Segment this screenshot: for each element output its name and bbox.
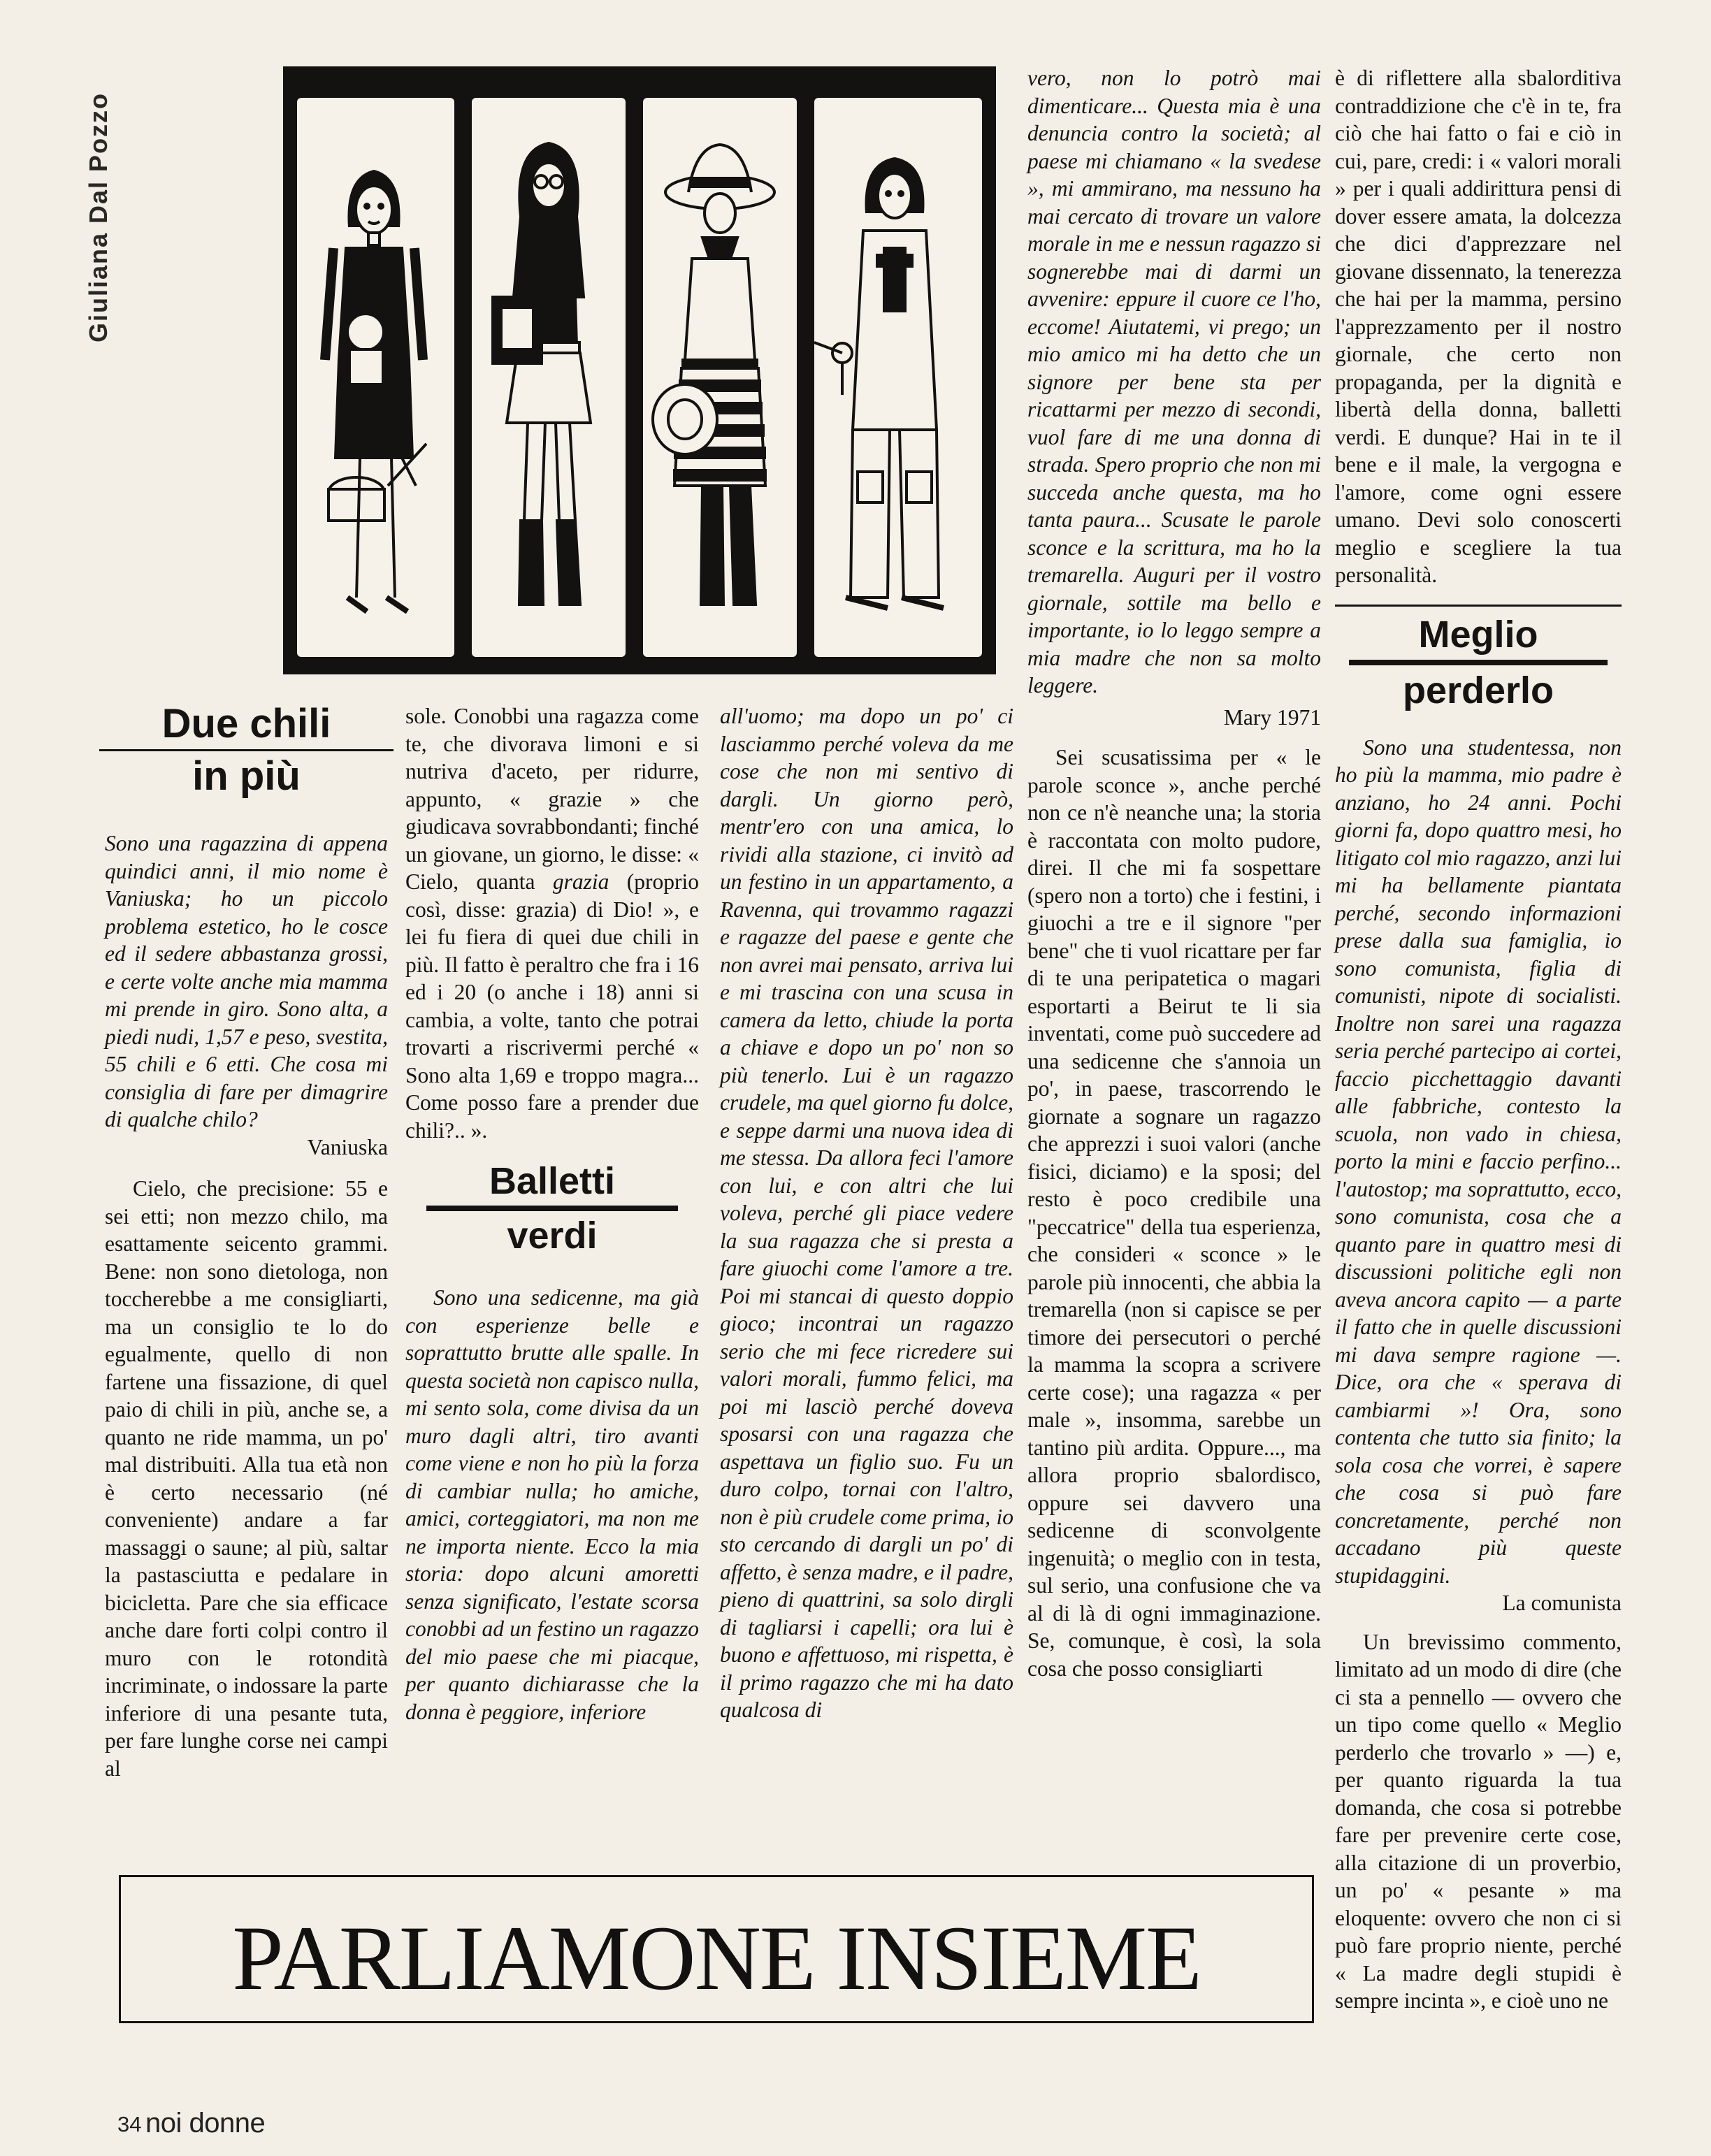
four-women-illustration-icon [283, 66, 996, 674]
headline-line-2: in più [192, 753, 301, 799]
column-4 [1027, 64, 1321, 1682]
headline-line-2: perderlo [1402, 669, 1554, 711]
reply-due-chili-2-b: (proprio così, disse: grazia) di Dio! », e lei fu fiera di quei due chili in più. Il fatto è peraltro che fra i 16 ed i 20 (o anche i 18) anni si cambia, a volte, tanto che potrai trovarti a riscrivermi perché « Sono alta 1,69 e troppo magra... Come posso fare a prender due chili?.. ». [405, 869, 699, 1143]
letter-mary-1: Sono una sedicenne, ma già con esperienze belle e soprattutto brutte alle spalle. In questa società non capisco nulla, mi sento sola, come divisa da un muro dagli altri, tiro avanti come viene e non ho più la forza di cambiar nulla; ho amiche, amici, corteggiatori, ma non me ne importa niente. Ecco la mia storia: dopo alcuni amoretti senza significato, l'estate scorsa conobbi ad un festino un ragazzo del mio paese che mi piacque, per quanto dichiarasse che la donna è peggiore, inferiore [405, 1285, 699, 1724]
headline-line-1: Due chili [161, 701, 331, 746]
letter-mary-3: vero, non lo potrò mai dimenticare... Questa mia è una denuncia contro la società; al paese mi chiamano « la svedese », mi ammirano, ma nessuno ha mai cercato di trovare un valore morale in me e nessun ragazzo si sognerebbe mai di darmi un avvenire: eppure il cuore ce l'ho, eccome! Aiutatemi, vi prego; un mio amico mi ha detto che un signore per bene sta per ricattarmi per mezzo di secondi, vuol fare di me una donna di strada. Spero proprio che non mi succeda anche questa, ma ho tanta paura... Scusate le parole sconce e la scrittura, ma ho la tremarella. Auguri per il vostro giornale, sottile ma bello e importante, io lo leggo sempre a mia madre che non sa molto leggere. [1027, 66, 1321, 697]
reply-due-chili-2-a: sole. Conobbi una ragazza come te, che divorava limoni e si nutriva d'aceto, per ridurre, appunto, « grazie » che giudicava sovrabbondanti; finché un giovane, un giorno, le disse: « Cielo, quanta [405, 704, 699, 894]
page-number: 34 [117, 2112, 142, 2136]
reply-meglio-perderlo: Un brevissimo commento, limitato ad un modo di dire (che ci sta a pennello — ovvero che un tipo come quello « Meglio perderlo che trovarlo » —) e, per quanto riguarda la tua domanda, che cosa si potrebbe fare per prevenire certe cose, alla citazione di un proverbio, un po' « pesante » ma eloquente: ovvero che non ci si può fare proprio niente, perché « La madre degli stupidi è sempre incinta », e cioè uno ne [1335, 1629, 1622, 2013]
headline-divider [426, 1206, 678, 1211]
letter-comunista: Sono una studentessa, non ho più la mamma, mio padre è anziano, ho 24 anni. Pochi giorni fa, dopo quattro mesi, ho litigato col mio ragazzo, anzi lui mi ha bellamente piantata perché, secondo informazioni prese dalla sua famiglia, io sono comunista, figlia di comunisti, nipote di socialisti. Inoltre non sarei una ragazza seria perché partecipo ai cortei, faccio picchettaggio davanti alle fabbriche, contesto la scuola, non vado in chiesa, porto la mini e faccio perfino... l'autostop; ma soprattutto, ecco, sono comunista, cosa che a quanto pare in quattro mesi di discussioni politiche egli non aveva ancora capito — a parte il fatto che in quelle discussioni mi dava sempre ragione —. Dice, ora che « sperava di cambiarmi »! Ora, sono contenta che tutto sia finito; la sola cosa che vorrei, è sapere che cosa si può fare concretamente, perché non accadano più queste stupidaggini. [1335, 735, 1622, 1588]
author-name: Giuliana Dal Pozzo [84, 92, 113, 342]
reply-due-chili-1: Cielo, che precisione: 55 e sei etti; non mezzo chilo, ma esattamente seicento grammi. Bene: non sono dietologa, non toccherebbe a me consigliarti, ma un consiglio te lo do egualmente, quello di non fartene una fissazione, di quel paio di chili in più, anche se, a quanto ne ride mamma, un po' mal distribuiti. Alla tua età non è certo necessario (né conveniente) andare a far massaggi o saune; al più, saltar la pastasciutta e pedalare in bicicletta. Pare che sia efficace anche dare forti colpi contro il muro con le rotondità incriminate, o indossare la parte inferiore di una pesante tuta, per fare lunghe corse nei campi al [105, 1176, 388, 1781]
masthead-title: PARLIAMONE INSIEME [232, 1907, 1201, 2009]
column-1 [105, 699, 388, 1782]
reply-due-chili-2 [405, 702, 699, 1144]
headline-top-rule-meglio [1335, 605, 1622, 607]
letter-vaniuska: Sono una ragazzina di appena quindici anni, il mio nome è Vaniuska; ho un piccolo problema estetico, ho le cosce ed il sedere abbastanza grossi, e certe volte anche mia mamma mi prende in giro. Sono alta, a piedi nudi, 1,57 e peso, svestita, 55 chili e 6 etti. Che cosa mi consiglia di fare per dimagrire di qualche chilo? [105, 831, 388, 1131]
letter-mary-2: all'uomo; ma dopo un po' ci lasciammo perché voleva da me cose che non mi sentivo di dargli. Un giorno però, mentr'ero con una amica, lo rividi alla stazione, ci invitò ad un festino in un appartamento, a Ravenna, qui trovammo ragazzi e ragazze del paese e gente che non avrei mai pensato, arriva lui e mi trascina con una scusa in camera da letto, chiude la porta a chiave e dopo un po' non so più tenerlo. Lui è un ragazzo crudele, ma quel giorno fu dolce, e seppe darmi una nuova idea di me stessa. Da allora feci l'amore con lui, e con altri che lui voleva, perché gli piace vedere la sua ragazza che si presta a fare giuochi come l'amore a tre. Poi mi stancai di questo doppio gioco; incontrai un ragazzo serio che mi fece ricredere sui valori morali, fummo felici, ma poi mi lasciò perché doveva sposarsi con una ragazza che aspettava un figlio suo. Fu un duro colpo, tornai con l'altro, non è più crudele come prima, io sto cercando di dargli un po' di affetto, è senza madre, e il padre, pieno di quattrini, sa solo dirgli di tagliarsi i capelli; ora lui è buono e affettuoso, mi rispetta, è il primo ragazzo che mi ha dato qualcosa di [720, 704, 1013, 1722]
reply-balletti-2: è di riflettere alla sbalorditiva contraddizione che c'è in te, fra ciò che hai fatto o fai e ciò in cui, pare, credi: i « valori morali » per i quali addirittura pensi di dover essere amata, la dolcezza che dici d'apprezzare nel giovane dissennato, la tenerezza che hai per la mamma, persino l'apprezzamento per il nostro giornale, che certo non propaganda, per la dignità e libertà della donna, balletti verdi. E dunque? Hai in te il bene e il male, la vergogna e l'amore, come ogni essere umano. Devi solo conoscerti meglio e sceglierе la tua personalità. [1335, 66, 1622, 587]
signature-comunista: La comunista [1502, 1591, 1622, 1615]
column-2 [405, 702, 699, 1725]
magazine-name: noi donne [145, 2108, 266, 2139]
headline-meglio-perderlo [1335, 609, 1622, 716]
column-5 [1335, 64, 1622, 2015]
reply-due-chili-2-grazia: grazia [552, 869, 609, 894]
headline-divider [1349, 660, 1608, 665]
author-byline [84, 63, 126, 342]
headline-line-1: Meglio [1418, 613, 1538, 656]
headline-balletti-verdi [405, 1157, 699, 1260]
headline-line-1: Balletti [489, 1160, 616, 1202]
reply-balletti-1: Sei scusatissima per « le parole sconce », anche perché non ce n'è neanche una; la storia è raccontata con molto pudore, direi. Il che mi fa sospettare (spero non a torto) che i festini, i giuochi a tre e il signore "per bene" che ti vuol ricattare per far di te una peripatetica o magari esportarti a Beirut te li sia inventati, come può succedere ad una sedicenne che s'annoia un po', in paese, trascorrendo le giornate a sognare un ragazzo che apprezzi i suoi valori (anche fisici, diciamo) e la sposi; del resto è poco credibile una "peccatrice" della tua esperienza, che consideri « sconce » le parole più innocenti, che abbia la tremarella (non si capisce se per timore dei persecutori o perché la mamma la scopra a scrivere certe cose); una ragazza « per male », insomma, sarebbe un tantino più ardita. Oppure..., ma allora proprio sbalordisco, oppure sei davvero una sedicenne di sconvolgente ingenuità; o meglio con in testa, sul serio, una confusione che va al di là di ogni immaginazione. Se, comunque, è così, la sola cosa che posso consigliarti [1027, 745, 1321, 1681]
column-3 [720, 702, 1013, 1724]
headline-due-chili [105, 699, 388, 802]
headline-line-2: verdi [507, 1215, 598, 1257]
signature-mary: Mary 1971 [1223, 704, 1321, 730]
signature-vaniuska: Vaniuska [307, 1134, 388, 1159]
